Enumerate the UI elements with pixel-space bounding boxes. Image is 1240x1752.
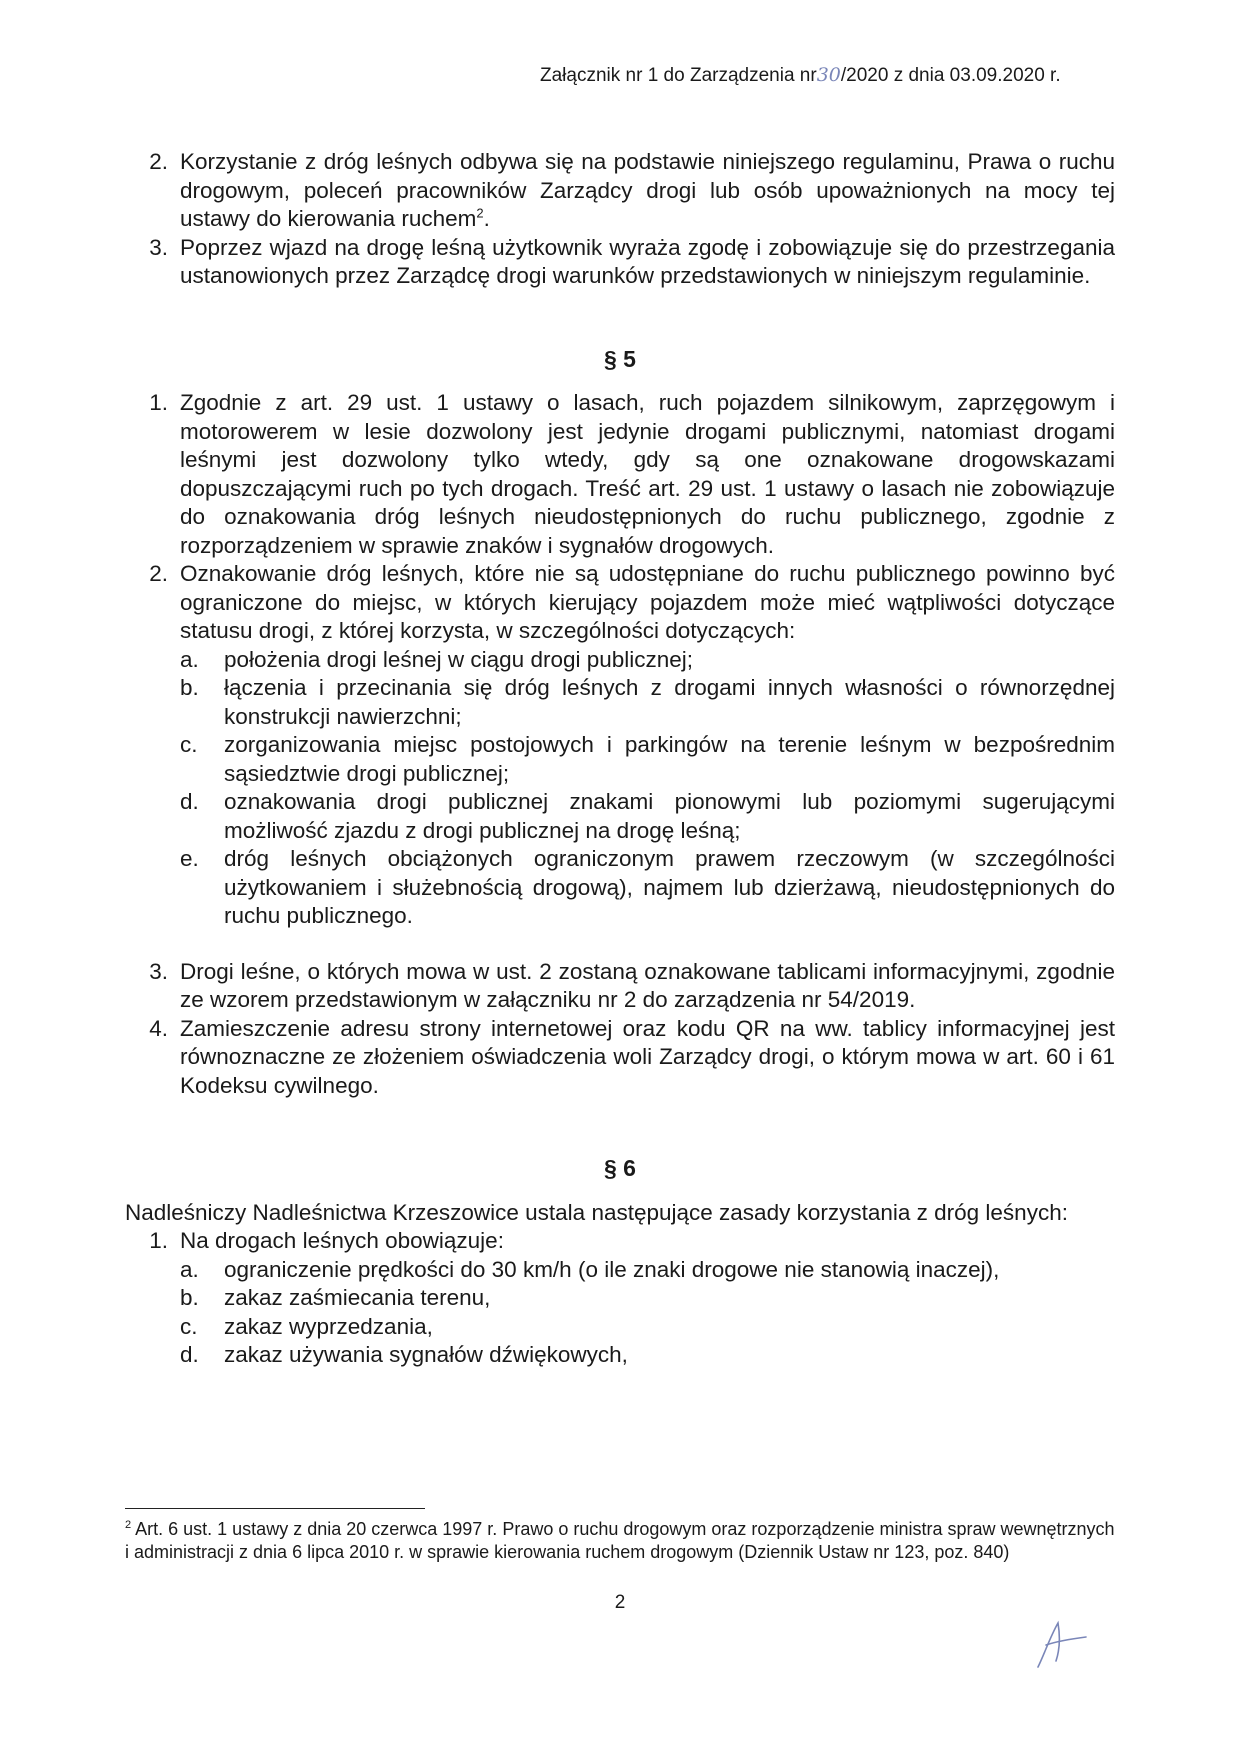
handwritten-initials-icon — [1030, 1615, 1090, 1675]
sub-letter: b. — [180, 1285, 199, 1310]
attachment-header — [540, 64, 1061, 87]
sub-letter: c. — [180, 732, 198, 757]
footnote — [125, 1518, 1115, 1564]
footnote-marker: 2 — [125, 1519, 132, 1531]
footnote-separator — [125, 1508, 425, 1509]
item-number: 1. — [149, 1228, 168, 1253]
sub-letter: b. — [180, 675, 199, 700]
list-item — [125, 560, 1115, 646]
sublist-item — [180, 1313, 1115, 1342]
page-number: 2 — [614, 1592, 626, 1613]
sublist-item — [180, 845, 1115, 931]
sub-letter: a. — [180, 1256, 199, 1282]
item-text: Drogi leśne, o których mowa w ust. 2 zostaną oznakowane tablicami informacyjnymi, zgodnie ze wzorem przedstawionym w załączniku nr 2 do zarządzenia nr 54/2019. — [180, 958, 1115, 1012]
sub-letter: e. — [180, 846, 199, 871]
item-text: Poprzez wjazd na drogę leśną użytkownik wyraża zgodę i zobowiązuje się do przestrzegania ustanowionych przez Zarządcę drogi warunków przedstawionych w niniejszym regulaminie. — [180, 234, 1115, 288]
list-item — [125, 148, 1115, 234]
list-item — [125, 1015, 1115, 1101]
sublist — [180, 646, 1115, 931]
item-number: 1. — [149, 390, 168, 415]
sublist-item — [180, 646, 1115, 675]
sub-text: zorganizowania miejsc postojowych i parkingów na terenie leśnym w bezpośrednim sąsiedztwie drogi publicznej; — [224, 732, 1115, 786]
item-number: 3. — [149, 958, 168, 984]
header-prefix: Załącznik nr 1 do Zarządzenia nr — [540, 65, 817, 86]
item-text: Zamieszczenie adresu strony internetowej oraz kodu QR na ww. tablicy informacyjnej jest równoznaczne ze złożeniem oświadczenia woli Zarządcy drogi, o którym mowa w art. 60 i 61 Kodeksu cywilnego. — [180, 1015, 1115, 1098]
sub-letter: a. — [180, 646, 199, 672]
section-5-heading: § 5 — [604, 345, 636, 372]
list-item — [125, 958, 1115, 1015]
sub-letter: d. — [180, 1342, 199, 1367]
item-number: 2. — [149, 561, 168, 586]
sub-text: łączenia i przecinania się dróg leśnych z drogami innych własności o równorzędnej konstrukcji nawierzchni; — [224, 675, 1115, 729]
sublist-item — [180, 1341, 1115, 1370]
sub-text: ograniczenie prędkości do 30 km/h (o ile znaki drogowe nie stanowią inaczej), — [224, 1256, 1000, 1282]
item-text — [180, 148, 1115, 234]
list-item — [125, 389, 1115, 560]
header-suffix: /2020 z dnia 03.09.2020 r. — [840, 65, 1061, 86]
item-text: Zgodnie z art. 29 ust. 1 ustawy o lasach, ruch pojazdem silnikowym, zaprzęgowym i motorowerem w lesie dozwolony jest jedynie drogami publicznymi, natomiast drogami leśnymi jest dozwolony tylko wtedy, gdy są one oznakowane drogowskazami dopuszczającymi ruch po tych drogach. Treść art. 29 ust. 1 ustawy o lasach nie zobowiązuje do oznakowania dróg leśnych nieudostępnionych do ruchu publicznego, zgodnie z rozporządzeniem w sprawie znaków i sygnałów drogowych. — [180, 390, 1115, 558]
sub-text: dróg leśnych obciążonych ograniczonym prawem rzeczowym (w szczególności użytkowaniem i służebnością drogową), najmem lub dzierżawą, nieudostępnionych do ruchu publicznego. — [224, 846, 1115, 928]
sub-text: oznakowania drogi publicznej znakami pionowymi lub poziomymi sugerującymi możliwość zjazdu z drogi publicznej na drogę leśną; — [224, 789, 1115, 843]
item-text-body: Korzystanie z dróg leśnych odbywa się na podstawie niniejszego regulaminu, Prawa o ruchu drogowym, poleceń pracowników Zarządcy drogi lub osób upoważnionych na mocy tej ustawy do kierowania ruchem — [180, 149, 1115, 231]
document-body — [125, 148, 1115, 1370]
sublist-item — [180, 674, 1115, 731]
sublist-item — [180, 731, 1115, 788]
section-6-heading: § 6 — [604, 1155, 636, 1181]
sublist — [180, 1256, 1115, 1370]
sub-text: zakaz zaśmiecania terenu, — [224, 1285, 491, 1310]
sub-text: zakaz wyprzedzania, — [224, 1313, 433, 1339]
handwritten-number: 30 — [816, 64, 841, 86]
item-text: Oznakowanie dróg leśnych, które nie są udostępniane do ruchu publicznego powinno być ograniczone do miejsc, w których kierujący pojazdem może mieć wątpliwości dotyczące statusu drogi, z której korzysta, w szczególności dotyczących: — [180, 561, 1115, 643]
sublist-item — [180, 788, 1115, 845]
sub-text: położenia drogi leśnej w ciągu drogi publicznej; — [224, 646, 694, 672]
sub-text: zakaz używania sygnałów dźwiękowych, — [224, 1342, 628, 1367]
sublist-item — [180, 1284, 1115, 1313]
sub-letter: d. — [180, 789, 199, 814]
sublist-item — [180, 1256, 1115, 1285]
item-text-tail: . — [483, 206, 490, 231]
footnote-ref: 2 — [476, 205, 484, 221]
list-item — [125, 234, 1115, 291]
item-text: Na drogach leśnych obowiązuje: — [180, 1228, 504, 1253]
item-number: 3. — [149, 234, 168, 260]
list-item — [125, 1227, 1115, 1256]
item-number: 4. — [149, 1015, 168, 1041]
footnote-text: Art. 6 ust. 1 ustawy z dnia 20 czerwca 1997 r. Prawo o ruchu drogowym oraz rozporządzenie ministra spraw wewnętrznych i administracji z dnia 6 lipca 2010 r. w sprawie kierowania ruchem drogowym (Dziennik Ustaw nr 123, poz. 840) — [125, 1519, 1115, 1562]
sub-letter: c. — [180, 1313, 198, 1339]
item-number: 2. — [149, 149, 168, 174]
section-6-intro: Nadleśniczy Nadleśnictwa Krzeszowice ustala następujące zasady korzystania z dróg leśnych: — [125, 1199, 1068, 1225]
